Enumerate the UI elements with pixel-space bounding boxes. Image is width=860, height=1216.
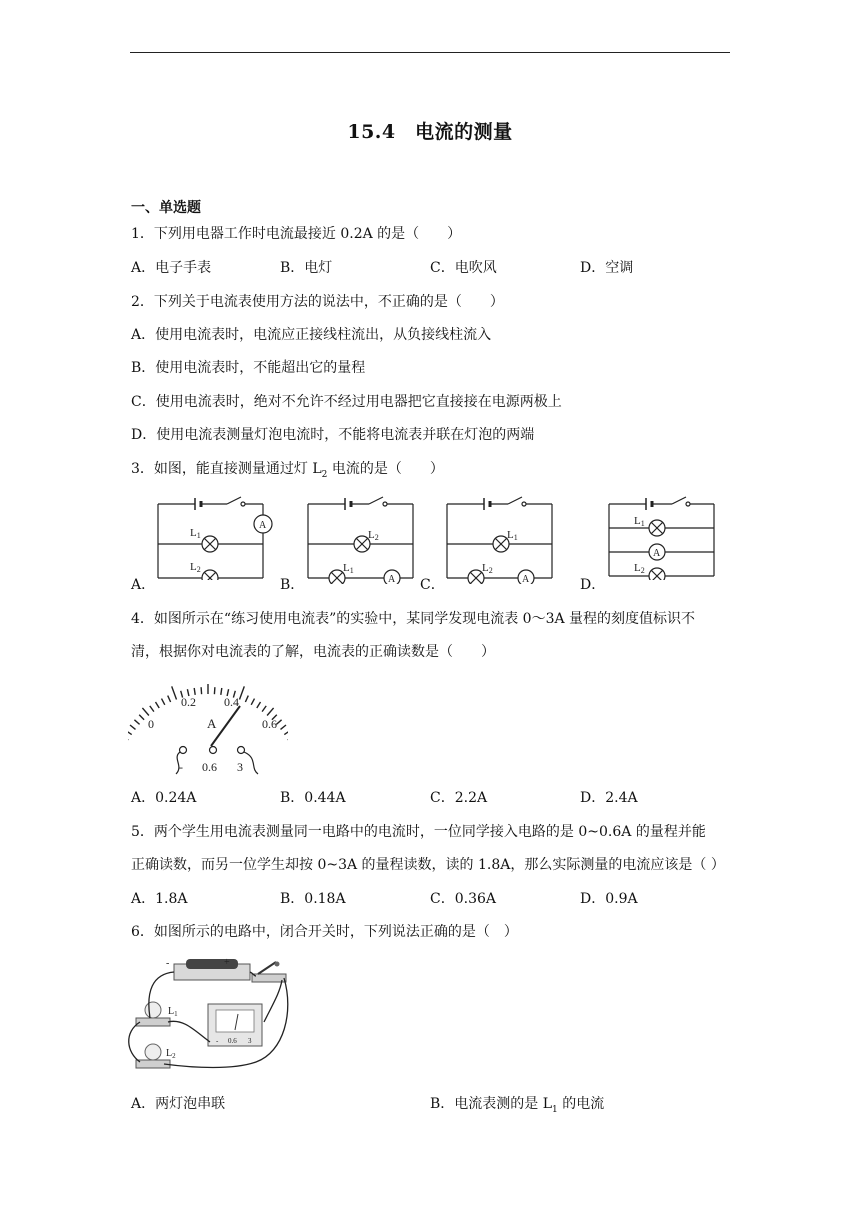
header-rule: [130, 52, 730, 53]
terminal-label-negative: -: [179, 760, 183, 774]
dial-tick: [194, 688, 195, 695]
dial-tick: [276, 720, 281, 725]
dial-label-0-4: 0.4: [224, 695, 239, 709]
lamp-label-l2: L2: [634, 562, 645, 575]
section-heading: 一、单选题: [131, 200, 201, 216]
battery-cell-icon: [186, 959, 238, 969]
q1-option-d[interactable]: D．空调: [580, 260, 634, 276]
dial-tick: [284, 731, 288, 735]
dial-tick: [214, 687, 215, 694]
switch-icon: [252, 974, 286, 982]
ammeter-label: A: [653, 548, 661, 559]
q5-option-b[interactable]: B．0.18A: [280, 891, 346, 907]
dial-tick: [128, 731, 132, 735]
bulb-label-l1: $L_1$: [168, 1006, 178, 1018]
question-5-stem-line-2: 正确读数，而另一位学生却按 0~3A 的量程读数，读的 1.8A，那么实际测量的电流应该是（ ）: [131, 857, 725, 873]
bulb-label-l2: $L_2$: [166, 1048, 176, 1060]
bulb-icon: [145, 1044, 161, 1060]
q3-circuit-b: [305, 494, 417, 584]
dial-tick: [139, 715, 144, 720]
ammeter-label: A: [522, 574, 530, 584]
dial-tick: [240, 686, 245, 699]
q1-option-b[interactable]: B．电灯: [280, 260, 333, 276]
ammeter-label: A: [388, 574, 396, 584]
question-5-stem-line-1: 5．两个学生用电流表测量同一电路中的电流时，一位同学接入电路的是 0~0.6A 的量程并能: [131, 824, 706, 840]
q3-option-a[interactable]: A．: [131, 577, 156, 593]
dial-tick: [245, 696, 248, 702]
question-1-stem: 1．下列用电器工作时电流最接近 0.2A 的是（ ）: [131, 226, 462, 242]
question-3-stem: 3．如图，能直接测量通过灯 $L_2$ 电流的是（ ）: [131, 461, 444, 480]
q3-option-b[interactable]: B．: [280, 577, 305, 593]
meter-terminal-3: 3: [248, 1037, 252, 1045]
page-title: 15.4 电流的测量: [347, 121, 513, 143]
dial-tick: [257, 702, 261, 708]
question-4-stem-line-2: 清，根据你对电流表的了解，电流表的正确读数是（ ）: [131, 644, 495, 660]
terminal-3: [238, 747, 245, 754]
q1-option-c[interactable]: C．电吹风: [430, 260, 497, 276]
question-2-stem: 2．下列关于电流表使用方法的说法中，不正确的是（ ）: [131, 294, 504, 310]
dial-tick: [142, 708, 149, 716]
q4-option-b[interactable]: B．0.44A: [280, 790, 346, 806]
dial-tick: [262, 706, 266, 712]
q4-option-d[interactable]: D．2.4A: [580, 790, 638, 806]
q3-circuit-d: [606, 494, 718, 580]
dial-tick: [162, 699, 165, 705]
dial-tick: [134, 720, 139, 725]
dial-tick: [201, 687, 202, 694]
q3-option-c[interactable]: C．: [420, 577, 445, 593]
question-6-stem: 6．如图所示的电路中，闭合开关时，下列说法正确的是（ ）: [131, 924, 518, 940]
battery-minus-label: -: [166, 958, 170, 969]
q6-option-a[interactable]: A．两灯泡串联: [131, 1096, 226, 1112]
q5-option-d[interactable]: D．0.9A: [580, 891, 638, 907]
meter-terminal-minus: -: [216, 1037, 219, 1045]
dial-label-0-6: 0.6: [262, 717, 277, 731]
dial-tick: [221, 688, 222, 695]
q6-circuit-photo: [124, 952, 304, 1074]
dial-tick: [251, 699, 254, 705]
lamp-label-l1: L1: [634, 515, 645, 528]
terminal-label-3: 3: [237, 760, 243, 774]
terminal-label-0-6: 0.6: [202, 760, 217, 774]
dial-tick: [156, 702, 160, 708]
q4-option-a[interactable]: A．0.24A: [131, 790, 197, 806]
dial-tick: [267, 708, 274, 716]
q2-option-c[interactable]: C．使用电流表时，绝对不允许不经过用电器把它直接接在电源两极上: [131, 394, 562, 410]
meter-terminal-0-6: 0.6: [228, 1037, 237, 1045]
terminal-0-6: [210, 747, 217, 754]
dial-label-0-2: 0.2: [181, 695, 196, 709]
bulb-icon: [145, 1002, 161, 1018]
q2-option-a[interactable]: A．使用电流表时，电流应正接线柱流出，从负接线柱流入: [131, 327, 492, 343]
dial-tick: [172, 686, 177, 699]
q5-option-a[interactable]: A．1.8A: [131, 891, 188, 907]
lamp-label-l1: L1: [507, 529, 518, 542]
dial-unit: A: [207, 716, 217, 731]
lamp-label-l1: L1: [343, 562, 354, 575]
ammeter-dial: [128, 668, 288, 780]
q6-option-b[interactable]: B．电流表测的是 $L_1$ 的电流: [430, 1096, 605, 1115]
battery-plus-label: +: [224, 957, 230, 968]
lamp-label-l2: L2: [482, 562, 493, 575]
ammeter-label: A: [259, 520, 267, 531]
q5-option-c[interactable]: C．0.36A: [430, 891, 496, 907]
terminal-negative: [180, 747, 187, 754]
q4-option-c[interactable]: C．2.2A: [430, 790, 488, 806]
dial-tick: [130, 725, 136, 729]
q1-option-a[interactable]: A．电子手表: [131, 260, 212, 276]
q3-circuit-a: [155, 492, 280, 580]
q2-option-b[interactable]: B．使用电流表时，不能超出它的量程: [131, 360, 366, 376]
dial-label-0: 0: [148, 717, 154, 731]
q2-option-d[interactable]: D．使用电流表测量灯泡电流时，不能将电流表并联在灯泡的两端: [131, 427, 535, 443]
dial-tick: [168, 696, 171, 702]
lamp-label-l1: L1: [190, 527, 201, 540]
dial-tick: [281, 725, 287, 729]
lamp-label-l2: L2: [368, 529, 379, 542]
question-4-stem-line-1: 4．如图所示在“练习使用电流表”的实验中，某同学发现电流表 0～3A 量程的刻度值标识不: [131, 611, 696, 627]
q3-option-d[interactable]: D．: [580, 577, 606, 593]
q3-circuit-c: [444, 494, 556, 584]
dial-tick: [150, 706, 154, 712]
lamp-label-l2: L2: [190, 561, 201, 574]
